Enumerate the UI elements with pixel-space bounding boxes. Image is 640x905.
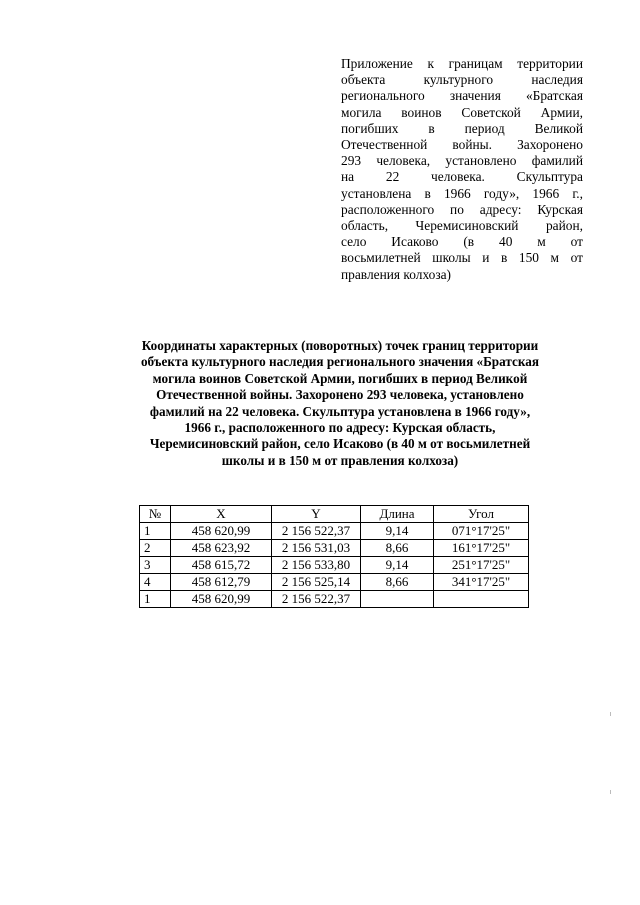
header-x: X [171,506,272,523]
table-row [140,557,529,574]
title-line: Отечественной войны. Захоронено 293 человека, установлено [156,387,524,403]
appendix-note [341,56,583,283]
appendix-line: правления колхоза) [341,266,452,282]
cell-y: 2 156 531,03 [272,540,361,557]
table-header-row [140,506,529,523]
appendix-line: погибших в период Великой [341,120,583,136]
table-row [140,591,529,608]
cell-x: 458 620,99 [171,591,272,608]
appendix-line: село Исаково (в 40 м от [341,234,583,250]
header-angle: Угол [434,506,529,523]
title-line: могила воинов Советской Армии, погибших в период Великой [152,370,528,386]
header-number: № [140,506,171,523]
cell-angle: 251°17'25" [434,557,529,574]
appendix-line: установлена в 1966 году», 1966 г., [341,185,583,201]
cell-number: 1 [140,591,171,608]
appendix-line: Приложение к границам территории [341,56,583,71]
table-row [140,523,529,540]
title-line: фамилий на 22 человека. Скульптура установлена в 1966 году», [149,403,531,419]
coordinates-table [139,505,529,608]
title-line: Черемисиновский район, село Исаково (в 40 м от восьмилетней [149,436,531,452]
cell-angle: 161°17'25" [434,540,529,557]
appendix-line: регионального значения «Братская [341,88,583,104]
scan-artifact [610,790,611,794]
cell-length [361,591,434,608]
cell-y: 2 156 522,37 [272,523,361,540]
scan-artifact [610,712,611,716]
appendix-line: область, Черемисиновский район, [341,218,583,234]
document-title [100,338,580,469]
cell-number: 4 [140,574,171,591]
cell-angle: 071°17'25" [434,523,529,540]
table-row [140,574,529,591]
appendix-line: на 22 человека. Скульптура [341,169,583,185]
header-length: Длина [361,506,434,523]
header-y: Y [272,506,361,523]
cell-length: 8,66 [361,540,434,557]
title-line: Координаты характерных (поворотных) точек границ территории [141,338,539,353]
appendix-line: объекта культурного наследия [341,72,583,88]
cell-length: 9,14 [361,523,434,540]
appendix-line: 293 человека, установлено фамилий [341,153,583,169]
cell-angle [434,591,529,608]
table-row [140,540,529,557]
title-line: объекта культурного наследия регионального значения «Братская [140,354,540,370]
cell-x: 458 623,92 [171,540,272,557]
appendix-line: восьмилетней школы и в 150 м от [341,250,583,266]
cell-y: 2 156 522,37 [272,591,361,608]
title-line: 1966 г., расположенного по адресу: Курская область, [184,420,496,436]
cell-number: 2 [140,540,171,557]
cell-length: 9,14 [361,557,434,574]
cell-angle: 341°17'25" [434,574,529,591]
cell-x: 458 615,72 [171,557,272,574]
appendix-line: расположенного по адресу: Курская [341,201,583,217]
appendix-line: Отечественной войны. Захоронено [341,137,583,153]
cell-y: 2 156 533,80 [272,557,361,574]
cell-number: 1 [140,523,171,540]
title-line: школы и в 150 м от правления колхоза) [221,452,459,468]
cell-length: 8,66 [361,574,434,591]
appendix-line: могила воинов Советской Армии, [341,104,583,120]
cell-x: 458 620,99 [171,523,272,540]
cell-x: 458 612,79 [171,574,272,591]
cell-y: 2 156 525,14 [272,574,361,591]
cell-number: 3 [140,557,171,574]
